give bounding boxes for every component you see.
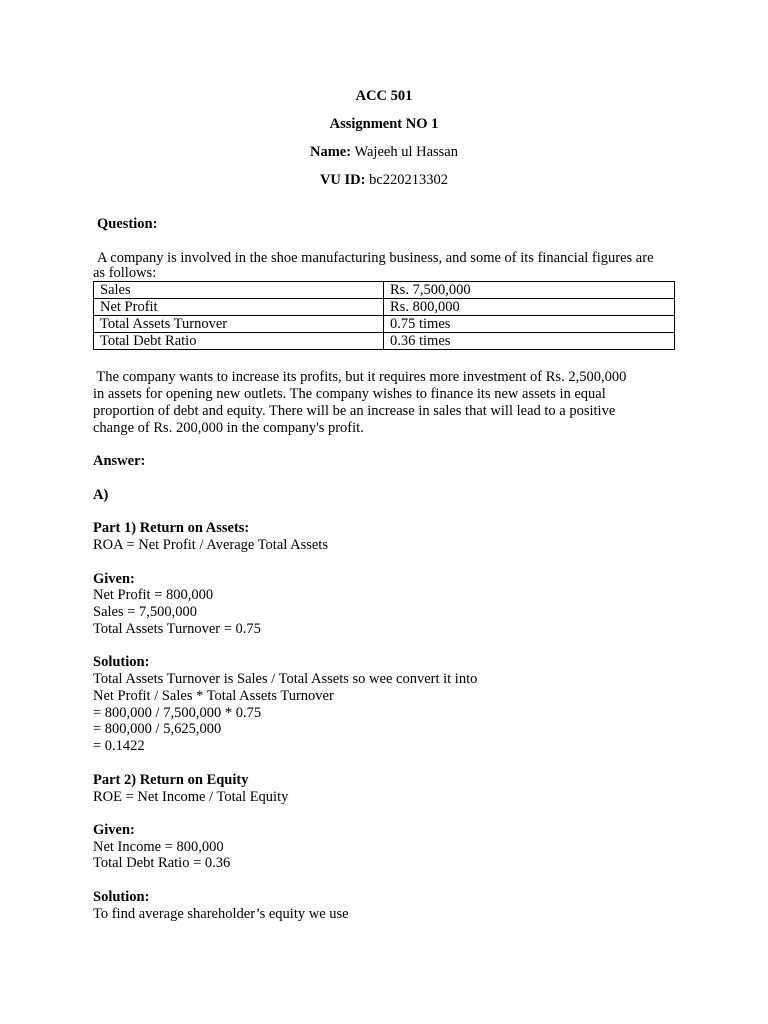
part1-solution-line: Net Profit / Sales * Total Assets Turnover bbox=[93, 688, 334, 704]
part2-title: Part 2) Return on Equity bbox=[93, 772, 249, 788]
table-cell-value: Rs. 7,500,000 bbox=[384, 282, 675, 299]
table-cell-value: Rs. 800,000 bbox=[384, 299, 675, 316]
part1-formula: ROA = Net Profit / Average Total Assets bbox=[93, 537, 328, 553]
paragraph-line: change of Rs. 200,000 in the company's profit. bbox=[93, 420, 364, 436]
table-cell-label: Net Profit bbox=[94, 299, 384, 316]
vuid-label: VU ID: bbox=[319, 172, 366, 188]
paragraph-line: proportion of debt and equity. There will be an increase in sales that will lead to a positive bbox=[93, 403, 616, 419]
question-intro-line1: A company is involved in the shoe manufacturing business, and some of its financial figures are bbox=[97, 250, 654, 266]
answer-heading: Answer: bbox=[93, 453, 146, 469]
part1-solution-line: = 0.1422 bbox=[93, 738, 145, 754]
part-a-label: A) bbox=[93, 487, 109, 503]
table-row bbox=[94, 299, 675, 316]
table-row bbox=[94, 282, 675, 299]
part2-solution-line: To find average shareholder’s equity we use bbox=[93, 906, 349, 922]
part1-solution-line: Total Assets Turnover is Sales / Total Assets so wee convert it into bbox=[93, 671, 478, 687]
table-cell-label: Sales bbox=[94, 282, 384, 299]
part2-given-heading: Given: bbox=[93, 822, 135, 838]
part1-given-line: Net Profit = 800,000 bbox=[93, 587, 214, 603]
financial-figures-table bbox=[93, 281, 675, 350]
table-row bbox=[94, 316, 675, 333]
part2-solution-heading: Solution: bbox=[93, 889, 150, 905]
paragraph-line: The company wants to increase its profits, but it requires more investment of Rs. 2,500,000 bbox=[93, 369, 627, 385]
assignment-title: Assignment NO 1 bbox=[329, 116, 439, 132]
part2-given-line: Total Debt Ratio = 0.36 bbox=[93, 855, 231, 871]
paragraph-line: in assets for opening new outlets. The company wishes to finance its new assets in equal bbox=[93, 386, 606, 402]
table-cell-value: 0.36 times bbox=[384, 333, 675, 350]
vuid-value: bc220213302 bbox=[369, 172, 449, 188]
part1-given-line: Total Assets Turnover = 0.75 bbox=[93, 621, 261, 637]
part1-solution-line: = 800,000 / 5,625,000 bbox=[93, 721, 222, 737]
part2-formula: ROE = Net Income / Total Equity bbox=[93, 789, 289, 805]
name-value: Wajeeh ul Hassan bbox=[354, 144, 458, 160]
part1-solution-line: = 800,000 / 7,500,000 * 0.75 bbox=[93, 705, 262, 721]
table-row bbox=[94, 333, 675, 350]
table-cell-label: Total Debt Ratio bbox=[94, 333, 384, 350]
question-intro-line2: as follows: bbox=[93, 265, 157, 281]
question-heading: Question: bbox=[97, 216, 158, 232]
student-vuid bbox=[0, 172, 768, 189]
table-cell-label: Total Assets Turnover bbox=[94, 316, 384, 333]
part1-given-heading: Given: bbox=[93, 571, 135, 587]
part1-title: Part 1) Return on Assets: bbox=[93, 520, 250, 536]
part1-solution-heading: Solution: bbox=[93, 654, 150, 670]
table-cell-value: 0.75 times bbox=[384, 316, 675, 333]
course-code: ACC 501 bbox=[355, 88, 413, 104]
student-name bbox=[0, 144, 768, 161]
part2-given-line: Net Income = 800,000 bbox=[93, 839, 224, 855]
part1-given-line: Sales = 7,500,000 bbox=[93, 604, 198, 620]
name-label: Name: bbox=[310, 144, 352, 160]
question-paragraph bbox=[93, 369, 677, 437]
